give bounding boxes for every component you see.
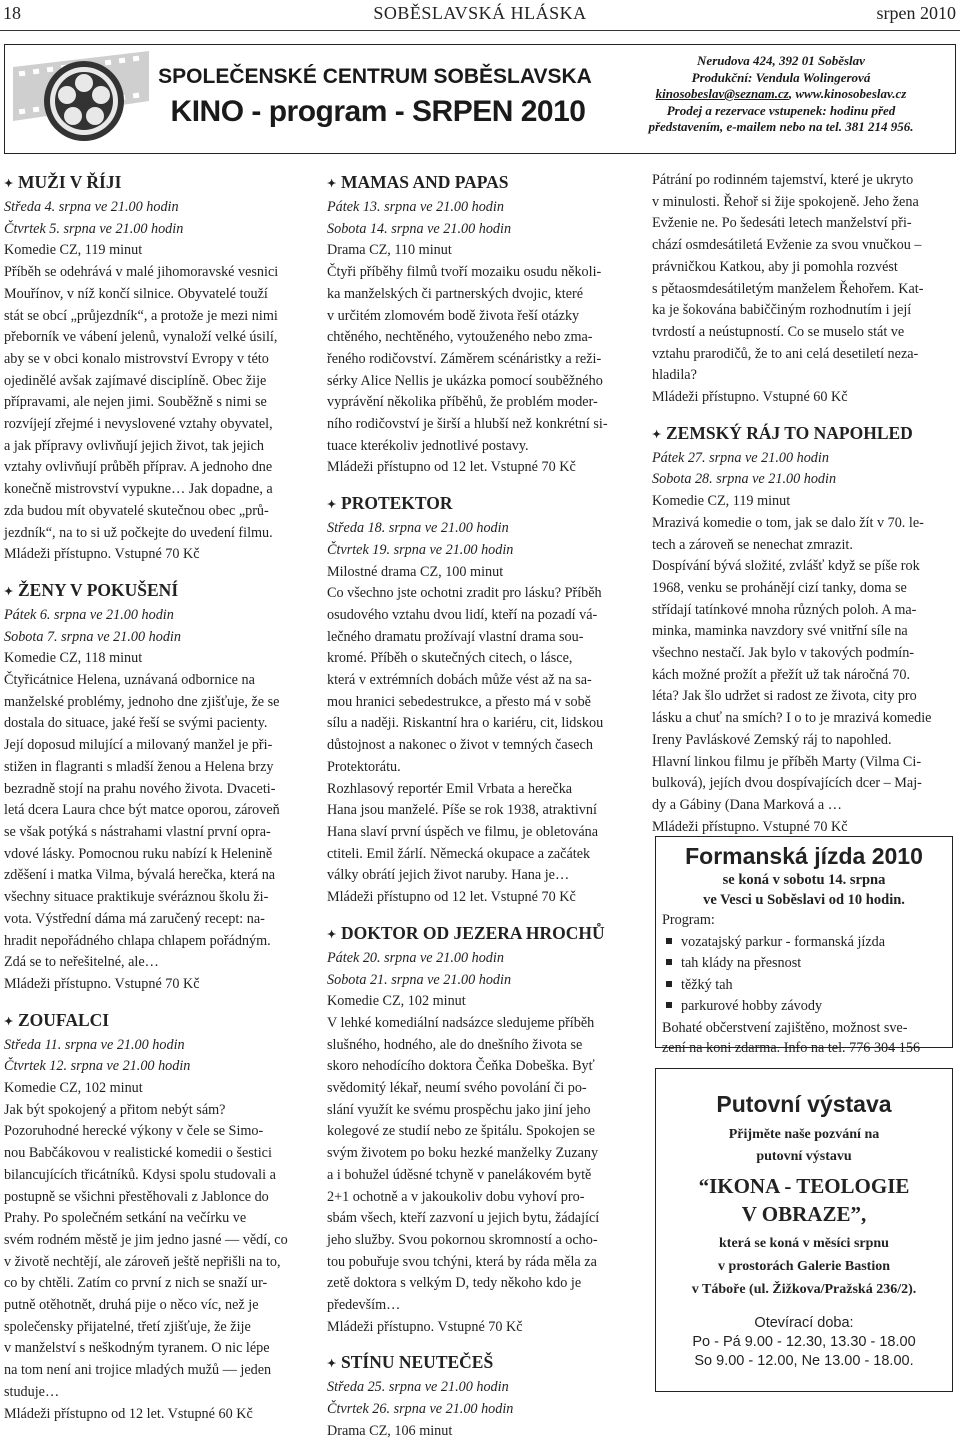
film-genre: Komedie CZ, 119 minut <box>4 242 143 259</box>
description-line: manželské problémy, jednoho dne zjišťuje, že se <box>4 693 280 710</box>
film-listing <box>4 170 306 566</box>
screening-time: Sobota 21. srpna ve 21.00 hodin <box>327 971 512 988</box>
description-line: ojedinělé avšak zajímavé disciplíně. Obec žije <box>4 372 267 389</box>
description-line: se však potýká s nástrahami vlastní první opra- <box>4 823 271 840</box>
description-line: slušného, hodného, ale do dnešního života se <box>327 1036 583 1053</box>
film-genre: Komedie CZ, 118 minut <box>4 650 143 667</box>
screening-time: Středa 25. srpna ve 21.00 hodin <box>327 1379 509 1396</box>
program-item: parkurové hobby závody <box>656 996 952 1018</box>
description-line: zetě doktora s velkým D, tedy někoho kdo je <box>327 1275 582 1292</box>
description-line: Pozoruhodné herecké výkony v čele se Simo- <box>4 1123 264 1140</box>
description-line: Co všechno jste ochotni zradit pro lásku? Příběh <box>327 585 602 602</box>
producer: Produkční: Vendula Wolingerová <box>691 69 871 85</box>
box-title: Putovní výstava <box>716 1091 892 1117</box>
film-listing <box>652 421 955 839</box>
issue-date: srpen 2010 <box>876 3 956 23</box>
description-line: sílu a naději. Riskantní hra o kariéru, cit, lidskou <box>327 715 604 732</box>
description-line: vyprávění několika příběhů, že problém moder- <box>327 394 598 411</box>
box-subtitle: se koná v sobotu 14. srpna <box>722 872 886 888</box>
address: Nerudova 424, 392 01 Soběslav <box>697 53 865 68</box>
contact-links <box>611 86 951 103</box>
screening-time: Pátek 20. srpna ve 21.00 hodin <box>327 949 504 966</box>
description-line: chází osmdesátiletá Evženie za svou vnučkou – <box>652 237 922 254</box>
film-title: ✦ MAMAS AND PAPAS <box>327 170 632 197</box>
description-line: důstojnost a nakonec o život v temných časech <box>327 737 593 754</box>
admission-info: Mládeži přístupno od 12 let. Vstupné 70 Kč <box>327 889 576 906</box>
description-line: ního rodičovství je širší a hlubší než konkrétní si- <box>327 416 608 433</box>
description-line: bulková), jejích dvou dospívajících dcer – Maj- <box>652 775 922 792</box>
web-address: www.kinosobeslav.cz <box>795 86 907 101</box>
screening-time: Pátek 27. srpna ve 21.00 hodin <box>652 449 829 466</box>
description-line: studuje… <box>4 1383 60 1400</box>
film-genre: Komedie CZ, 119 minut <box>652 493 791 510</box>
screening-time: Středa 18. srpna ve 21.00 hodin <box>327 520 509 537</box>
description-line: konečně mistrovství vypukne… Jak dopadne, a <box>4 481 273 498</box>
film-listing <box>4 1008 306 1426</box>
description-line: dostala do situace, jaké řeší se svými pacienty. <box>4 715 268 732</box>
box-note: zení na koni zdarma. Info na tel. 776 304 156 <box>662 1039 921 1056</box>
description-line: rozvíjejí zřejmé i nevyslovené vztahy obyvatel, <box>4 416 273 433</box>
description-line: tuace kterékoliv jednotlivé postavy. <box>327 437 529 454</box>
description-line: tvrdostí a neústupností. Co se muselo stát ve <box>652 323 905 340</box>
description-line: bezradně stojí na prahu nového života. Dvaceti- <box>4 780 276 797</box>
invitation: Přijměte naše pozvání na putovní výstavu <box>728 1127 880 1164</box>
description-line: stižen in flagranti s mladší ženou a Helena brzy <box>4 758 274 775</box>
description-line: dy a Gábiny (Dana Marková a … <box>652 796 842 813</box>
description-line: Prahy. Po společném setkání na večírku ve <box>4 1210 247 1227</box>
description-line: Ireny Pavláskové Zemský ráj to napohled. <box>652 731 892 748</box>
description-line: sbám všech, kteří zazvoní u jejich bytu, žádající <box>327 1210 600 1227</box>
description-line: Hana slaví první úspěch ve filmu, je obletována <box>327 823 599 840</box>
description-line: střídají tatínkové mnoha různých poloh. A ma- <box>652 601 917 618</box>
description-line: Protektorátu. <box>327 758 401 775</box>
screening-time: Sobota 28. srpna ve 21.00 hodin <box>652 471 837 488</box>
description-line: kromé. Příběh o skutečných citech, o lásce, <box>327 650 573 667</box>
screening-time: Pátek 6. srpna ve 21.00 hodin <box>4 606 174 623</box>
description-line: přeborník ve vábení jelenů, vynaloží velké úsilí, <box>4 329 278 346</box>
description-line: přípravami, ale nejen jimi. Souběžně s nimi se <box>4 394 267 411</box>
formanska-jizda-box <box>655 836 953 1056</box>
film-bullet-icon: ✦ <box>4 585 14 598</box>
description-line: v určitém zlomovém bodě života řeší otázky <box>327 307 580 324</box>
description-line: Rozhlasový reportér Emil Vrbata a herečka <box>327 780 573 797</box>
description-line: Příběh se odehrává v malé jihomoravské vesnici <box>4 264 279 281</box>
description-line: všechny situace praktikuje svéráznou školu ži- <box>4 889 269 906</box>
admission-info: Mládeži přístupno. Vstupné 70 Kč <box>4 975 200 992</box>
film-bullet-icon: ✦ <box>327 178 337 190</box>
box-title: Formanská jízda 2010 <box>685 843 923 869</box>
email-link[interactable]: kinosobeslav@seznam.cz <box>655 86 789 101</box>
description-line: lečného dramatu prožívají vlastní drama sou- <box>327 628 584 645</box>
description-line: Zdá se to neřešitelné, ale… <box>4 954 159 971</box>
banner-program-title: KINO - program - SRPEN 2010 <box>170 95 586 128</box>
square-bullet-icon <box>666 959 672 965</box>
description-line: vdové lásky. Pomocnou ruku nabízí k Helenině <box>4 845 273 862</box>
film-listing <box>4 578 306 996</box>
description-line: ctiteli. Emil žárlí. Německá okupace a začátek <box>327 845 591 862</box>
description-line: Čtyři příběhy filmů tvoří mozaiku osudu několi- <box>327 264 602 281</box>
film-description <box>4 1100 306 1404</box>
description-line: svém rodném městě je jim jedno jasné — vědí, co <box>4 1231 288 1248</box>
opening-hours: So 9.00 - 12.00, Ne 13.00 - 18.00. <box>694 1353 914 1369</box>
description-line: vota. Výstřední dáma má zaručený recept: na- <box>4 910 265 927</box>
exhibition-name: “IKONA - TEOLOGIE V OBRAZE”, <box>698 1174 910 1226</box>
film-bullet-icon: ✦ <box>652 428 662 441</box>
description-line: putně otěhotnět, druhá pije o něco víc, než je <box>4 1297 259 1314</box>
description-line: chtěného, nechtěného, vytouženého nebo zma- <box>327 329 593 346</box>
description-line: letá dcera Laura chce být matce oporou, zároveň <box>4 802 280 819</box>
column-2 <box>327 170 632 1443</box>
banner-contact <box>611 53 951 136</box>
description-line: slání využít ke svému prospěchu jako jiní jeho <box>327 1101 591 1118</box>
description-line: zda budou mít obyvatelé skutečnou obec „prů- <box>4 502 269 519</box>
description-line: zděšení i matka Vilma, bývalá herečka, která na <box>4 867 276 884</box>
description-line: s pětaosmdesátiletým manželem Řehořem. Kat- <box>652 280 924 297</box>
film-title: ✦ DOKTOR OD JEZERA HROCHŮ <box>327 921 632 948</box>
description-line: jeho služby. Svou pokornou skromností a ocho- <box>327 1231 598 1248</box>
description-line: svědomitý lékař, neumí svého povolání či po- <box>327 1080 587 1097</box>
description-line: vztahy ovlivňují průběh příprav. A jednoho dne <box>4 459 273 476</box>
description-line: kolegové ze studií nebo ze špitálu. Spokojen se <box>327 1123 595 1140</box>
admission-info: Mládeži přístupno od 12 let. Vstupné 70 Kč <box>327 459 576 476</box>
description-line: Čtyřicátnice Helena, uznávaná odbornice na <box>4 672 255 689</box>
film-genre: Milostné drama CZ, 100 minut <box>327 563 504 580</box>
description-line: Dospívání bývá složité, zvlášť když se píše rok <box>652 558 920 575</box>
screening-time: Čtvrtek 26. srpna ve 21.00 hodin <box>327 1401 514 1418</box>
description-line: především… <box>327 1297 401 1314</box>
description-line: v životě nechtějí, ale zároveň ještě nepřišli na to, <box>4 1253 281 1270</box>
description-line: nou Babčákovou v realistické komedii o šestici <box>4 1145 272 1162</box>
film-title: ✦ MUŽI V ŘÍJI <box>4 170 306 197</box>
description-line: Její doposud milující a milovaný manžel je při- <box>4 737 273 754</box>
program-item: vozatajský parkur - formanská jízda <box>656 932 952 954</box>
film-listing <box>327 491 632 909</box>
film-bullet-icon: ✦ <box>4 178 14 190</box>
exhibition-details: která se koná v měsíci srpnu v prostorách Galerie Bastion v Táboře (ul. Žižkova/Pražská 236/2). <box>691 1236 917 1297</box>
description-line: mou hranici sebedestrukce, a přesto má v sobě <box>327 693 591 710</box>
film-genre: Komedie CZ, 102 minut <box>327 993 466 1010</box>
square-bullet-icon <box>666 981 672 987</box>
description-line: jezdník“, na to si už počkejte do uvedení filmu. <box>4 524 273 541</box>
film-description <box>327 262 632 457</box>
box-note: Bohaté občerstvení zajištěno, možnost sve- <box>662 1019 908 1036</box>
description-line: hladila? <box>652 367 697 384</box>
description-line: sérky Alice Nellis je ukázka pomocí souběžného <box>327 372 603 389</box>
film-bullet-icon: ✦ <box>4 1015 14 1028</box>
program-label: Program: <box>662 912 715 928</box>
description-line: v minulosti. Řehoř si žije spokojeně. Jeho žena <box>652 193 919 210</box>
program-item: tah klády na přesnost <box>656 953 952 975</box>
film-description <box>4 670 306 974</box>
film-title: ✦ ZOUFALCI <box>4 1008 306 1035</box>
description-line: ka je šokována babiččiným rozhodnutím i její <box>652 302 912 319</box>
description-line: 1968, venku se prohánějí cizí tanky, doma se <box>652 579 907 596</box>
column-3 <box>652 170 955 838</box>
page-header <box>0 0 960 31</box>
film-title: ✦ ŽENY V POKUŠENÍ <box>4 578 306 605</box>
film-genre: Drama CZ, 106 minut <box>327 1422 453 1439</box>
column-1 <box>4 170 306 1425</box>
box-subtitle: ve Vesci u Soběslavi od 10 hodin. <box>703 892 905 908</box>
description-line: Hana jsou manželé. Píše se rok 1938, atraktivní <box>327 802 597 819</box>
description-line: léta? Jak šlo udržet si radost ze života, city pro <box>652 688 917 705</box>
description-line: Mrazivá komedie o tom, jak se dalo žít v 70. le- <box>652 514 924 531</box>
screening-time: Čtvrtek 5. srpna ve 21.00 hodin <box>4 220 184 237</box>
admission-info: Mládeži přístupno. Vstupné 70 Kč <box>4 546 200 563</box>
description-line: války obrátí jejich život naruby. Hana je… <box>327 867 570 884</box>
film-description <box>652 513 955 817</box>
description-line: bilancujících třicátníků. Kdysi spolu studovali a <box>4 1166 276 1183</box>
screening-time: Čtvrtek 19. srpna ve 21.00 hodin <box>327 541 514 558</box>
film-description <box>327 1013 632 1317</box>
film-bullet-icon: ✦ <box>327 928 337 941</box>
square-bullet-icon <box>666 938 672 944</box>
film-genre: Komedie CZ, 102 minut <box>4 1080 143 1097</box>
cinema-banner <box>4 44 956 154</box>
screening-time: Pátek 13. srpna ve 21.00 hodin <box>327 199 504 215</box>
description-line: právničkou Katkou, aby ji pomohla rozvést <box>652 258 898 275</box>
film-title: ✦ ZEMSKÝ RÁJ TO NAPOHLED <box>652 421 955 448</box>
film-listing <box>327 1350 632 1442</box>
description-line: kách možné prožít a přežít už tak náročná 70. <box>652 666 911 683</box>
film-title: ✦ STÍNU NEUTEČEŠ <box>327 1350 632 1377</box>
description-line: Evženie ne. Po šedesáti letech manželství při- <box>652 215 912 232</box>
publication-name: SOBĚSLAVSKÁ HLÁSKA <box>373 3 587 23</box>
banner-title: SPOLEČENSKÉ CENTRUM SOBĚSLAVSKA <box>158 65 592 88</box>
opening-hours-label: Otevírací doba: <box>754 1315 854 1331</box>
description-line: Pátrání po rodinném tajemství, které je ukryto <box>652 172 914 188</box>
description-line: v manželství s neškodným tyranem. O nic lépe <box>4 1340 270 1357</box>
film-title: ✦ PROTEKTOR <box>327 491 632 518</box>
description-line: postupně se všichni přestěhovali z Jablonce do <box>4 1188 269 1205</box>
description-line: společensky přijatelné, třetí zjišťuje, že žije <box>4 1318 251 1335</box>
description-line: řeného rodičovství. Záměrem scénáristky a reži- <box>327 350 602 367</box>
screening-time: Sobota 14. srpna ve 21.00 hodin <box>327 220 512 237</box>
description-line: tou pobuřuje svou tchýni, která by ráda měla za <box>327 1253 597 1270</box>
program-item: těžký tah <box>656 975 952 997</box>
film-genre: Drama CZ, 110 minut <box>327 242 452 259</box>
admission-info: Mládeži přístupno. Vstupné 70 Kč <box>652 818 848 835</box>
film-description <box>327 583 632 887</box>
admission-info: Mládeži přístupno. Vstupné 70 Kč <box>327 1318 523 1335</box>
description-line: ka manželských či partnerských dvojic, které <box>327 285 584 302</box>
description-line: na tom není ani trojice mladých mužů — jeden <box>4 1362 272 1379</box>
film-bullet-icon: ✦ <box>327 499 337 512</box>
description-line: aby se v obci konalo mistrovství Evropy v této <box>4 350 269 367</box>
screening-time: Čtvrtek 12. srpna ve 21.00 hodin <box>4 1058 191 1075</box>
page-number: 18 <box>3 3 21 23</box>
description-line: co by chtěli. Zatím co první z nich se snaží ur- <box>4 1275 268 1292</box>
description-line: všechno nestačí. Jak bylo v takových podmín- <box>652 645 915 662</box>
description-line: svým životem po boku hezké manželky Zuzany <box>327 1145 599 1162</box>
description-line: 2+1 ochotně a v jakoukoliv dobu vyhoví pro- <box>327 1188 585 1205</box>
film-listing <box>327 170 632 479</box>
description-line: minka, maminka navzdory své vnitřní síle na <box>652 623 908 640</box>
film-bullet-icon: ✦ <box>327 1358 337 1371</box>
square-bullet-icon <box>666 1002 672 1008</box>
description-line: osudového vztahu dvou lidí, kteří na pozadí vá- <box>327 606 598 623</box>
screening-time: Sobota 7. srpna ve 21.00 hodin <box>4 628 181 645</box>
description-line: V lehké komediální nadsázce sledujeme příběh <box>327 1014 595 1031</box>
link-separator: , <box>788 86 796 101</box>
film-reel-icon <box>9 49 149 149</box>
description-line: skoro nehodícího doktora Čeňka Dobeška. Byť <box>327 1058 595 1075</box>
admission-info: Mládeži přístupno od 12 let. Vstupné 60 Kč <box>4 1405 253 1422</box>
sale-info: Prodej a rezervace vstupenek: hodinu před <box>666 102 896 118</box>
screening-time: Středa 11. srpna ve 21.00 hodin <box>4 1036 185 1053</box>
description-line: stát se obcí „průjezdník“, a protože je mezi nimi <box>4 307 278 324</box>
screening-time: Středa 4. srpna ve 21.00 hodin <box>4 199 179 215</box>
film-listing <box>327 921 632 1339</box>
film-listing <box>652 170 955 409</box>
opening-hours: Po - Pá 9.00 - 12.30, 13.30 - 18.00 <box>692 1334 916 1350</box>
description-line: která v extrémních dobách může vést až na sa- <box>327 672 592 689</box>
film-description <box>4 262 306 544</box>
admission-info: Mládeži přístupno. Vstupné 60 Kč <box>652 389 848 406</box>
description-line: tech a zároveň se nenechat zmrazit. <box>652 536 853 553</box>
description-line: hradit nepořádného chlapa chlapem pořádným. <box>4 932 271 949</box>
description-line: vztahu prarodičů, že to ani celá desetiletí neza- <box>652 345 919 362</box>
description-line: a i bohužel úděsné tchyně v panelákovém bytě <box>327 1166 592 1183</box>
sale-info: představením, e-mailem nebo na tel. 381 214 956. <box>648 119 914 134</box>
description-line: a jak přípravy ovlivňují jejich život, tak jejich <box>4 437 265 454</box>
description-line: Hlavní linkou filmu je příběh Marty (Vilma Ci- <box>652 753 922 770</box>
putovni-vystava-box <box>655 1068 953 1392</box>
description-line: Mouřínov, v níž končí silnice. Obyvatelé touží <box>4 285 268 302</box>
description-line: Jak být spokojený a přitom nebýt sám? <box>4 1101 226 1118</box>
film-description <box>652 170 955 387</box>
description-line: lásku a chuť na smích? I o to je mrazivá komedie <box>652 710 932 727</box>
